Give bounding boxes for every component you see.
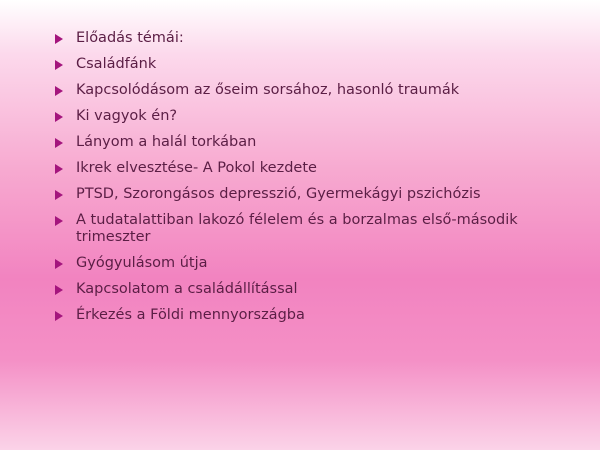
- triangle-right-icon: [55, 60, 63, 70]
- list-item: [50, 108, 550, 125]
- triangle-right-icon: [55, 86, 63, 96]
- triangle-right-icon: [55, 164, 63, 174]
- bullet-text: Előadás témái:: [76, 30, 184, 46]
- list-item: [50, 56, 550, 73]
- bullet-text: Ikrek elvesztése- A Pokol kezdete: [76, 160, 317, 176]
- bullet-text: Érkezés a Földi mennyországba: [76, 307, 305, 323]
- list-item: [50, 30, 550, 47]
- triangle-right-icon: [55, 311, 63, 321]
- list-item: [50, 212, 550, 246]
- list-item: [50, 186, 550, 203]
- bullet-text: Gyógyulásom útja: [76, 255, 208, 271]
- list-item: [50, 307, 550, 324]
- triangle-right-icon: [55, 190, 63, 200]
- list-item: [50, 82, 550, 99]
- list-item: [50, 160, 550, 177]
- triangle-right-icon: [55, 285, 63, 295]
- bullet-text: Kapcsolódásom az őseim sorsához, hasonló traumák: [76, 82, 460, 98]
- list-item: [50, 134, 550, 151]
- bullet-text: PTSD, Szorongásos depresszió, Gyermekágyi pszichózis: [76, 186, 481, 202]
- bullet-text: A tudatalattiban lakozó félelem és a borzalmas első-második trimeszter: [76, 212, 518, 245]
- list-item: [50, 255, 550, 272]
- triangle-right-icon: [55, 138, 63, 148]
- triangle-right-icon: [55, 259, 63, 269]
- list-item: [50, 281, 550, 298]
- triangle-right-icon: [55, 112, 63, 122]
- triangle-right-icon: [55, 216, 63, 226]
- bullet-text: Ki vagyok én?: [76, 108, 178, 124]
- bullet-text: Kapcsolatom a családállítással: [76, 281, 298, 297]
- bullet-list: [50, 30, 550, 333]
- bullet-text: Családfánk: [76, 56, 157, 72]
- triangle-right-icon: [55, 34, 63, 44]
- bullet-text: Lányom a halál torkában: [76, 134, 257, 150]
